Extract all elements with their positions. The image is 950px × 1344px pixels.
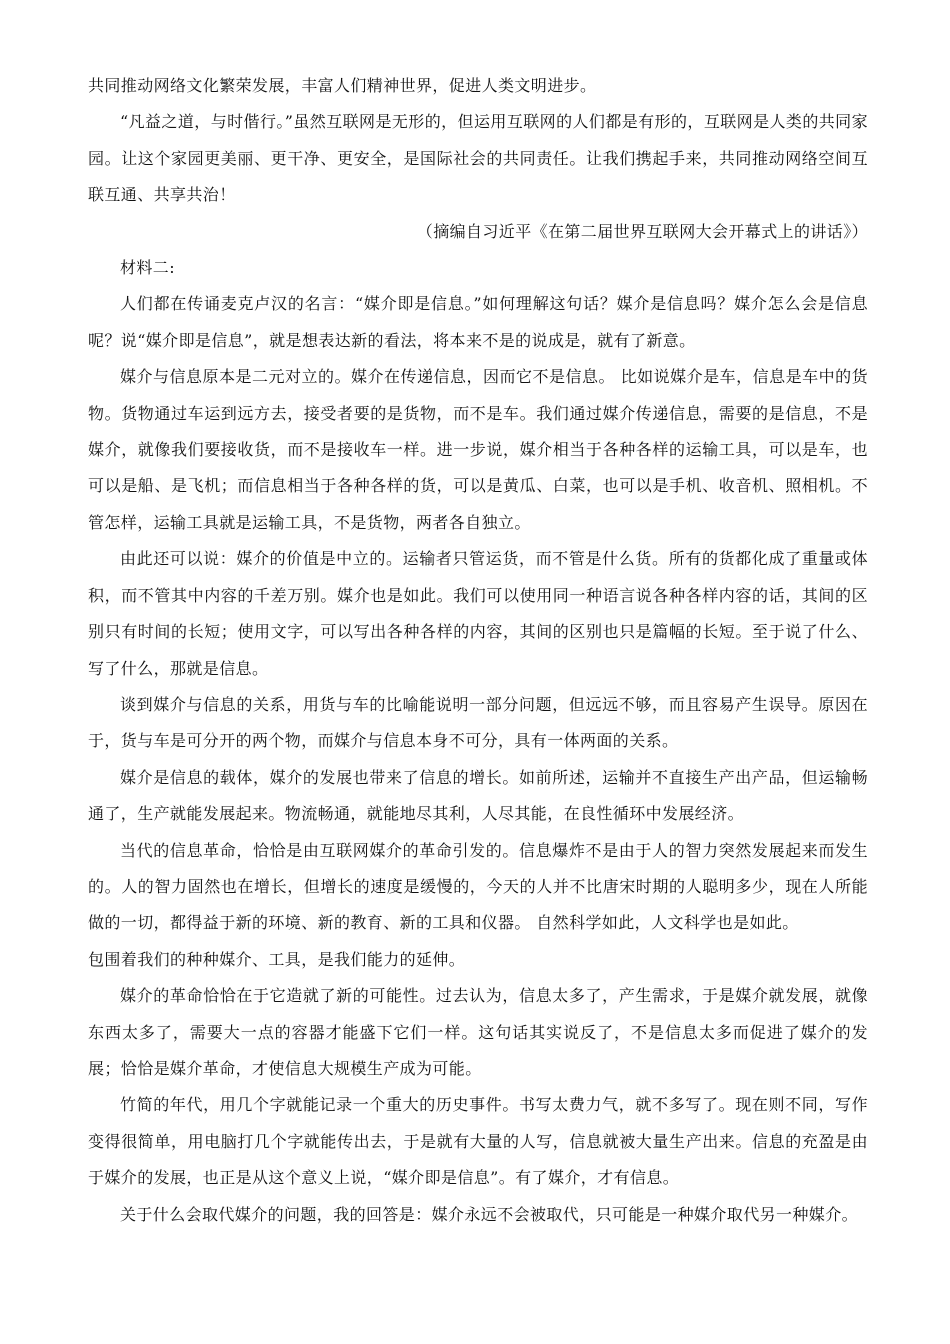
paragraph: 关于什么会取代媒介的问题，我的回答是：媒介永远不会被取代，只可能是一种媒介取代另一种媒介。 [120, 1204, 859, 1224]
document-body [88, 68, 868, 1233]
source-citation: （摘编自习近平《在第二届世界互联网大会开幕式上的讲话》） [416, 221, 868, 241]
paragraph: 谈到媒介与信息的关系，用货与车的比喻能说明一部分问题，但远远不够，而且容易产生误导。原因在于，货与车是可分开的两个物，而媒介与信息本身不可分，具有一体两面的关系。 [88, 694, 868, 751]
paragraph: 人们都在传诵麦克卢汉的名言：“媒介即是信息。”如何理解这句话？媒介是信息吗？媒介怎么会是信息呢？说“媒介即是信息”，就是想表达新的看法，将本来不是的说成是，就有了新意。 [88, 294, 868, 350]
paragraph: 媒介是信息的载体，媒介的发展也带来了信息的增长。如前所述，运输并不直接生产出产品，但运输畅通了，生产就能发展起来。物流畅通，就能地尽其利，人尽其能，在良性循环中发展经济。 [88, 767, 868, 824]
paragraph: 包围着我们的种种媒介、工具，是我们能力的延伸。 [88, 949, 466, 969]
paragraph: 媒介与信息原本是二元对立的。媒介在传递信息，因而它不是信息。 比如说媒介是车，信息是车中的货物。货物通过车运到远方去，接受者要的是货物，而不是车。我们通过媒介传递信息，需要的是信息，不是媒介，就像我们要接收货，而不是接收车一样。进一步说，媒介相当于各种各样的运输工具，可以是车，也可以是船、是飞机；而信息相当于各种各样的货，可以是黄瓜、白菜，也可以是手机、收音机、照相机。不管怎样，运输工具就是运输工具，不是货物，两者各自独立。 [88, 367, 868, 532]
paragraph: 媒介的革命恰恰在于它造就了新的可能性。过去认为，信息太多了，产生需求，于是媒介就发展，就像东西太多了，需要大一点的容器才能盛下它们一样。这句话其实说反了，不是信息太多而促进了媒介的发展；恰恰是媒介革命，才使信息大规模生产成为可能。 [88, 986, 868, 1078]
paragraph: 共同推动网络文化繁荣发展，丰富人们精神世界，促进人类文明进步。 [88, 76, 597, 95]
section-heading: 材料二: [120, 258, 175, 278]
paragraph: “凡益之道，与时偕行。”虽然互联网是无形的，但运用互联网的人们都是有形的，互联网是人类的共同家园。让这个家园更美丽、更干净、更安全，是国际社会的共同责任。让我们携起手来，共同推动网络空间互联互通、共享共治！ [88, 112, 868, 205]
paragraph: 由此还可以说：媒介的价值是中立的。运输者只管运货，而不管是什么货。所有的货都化成了重量或体积，而不管其中内容的千差万别。媒介也是如此。我们可以使用同一种语言说各种各样内容的话，其间的区别只有时间的长短；使用文字，可以写出各种各样的内容，其间的区别也只是篇幅的长短。至于说了什么、写了什么，那就是信息。 [88, 549, 868, 678]
paragraph: 当代的信息革命，恰恰是由互联网媒介的革命引发的。信息爆炸不是由于人的智力突然发展起来而发生的。人的智力固然也在增长，但增长的速度是缓慢的，今天的人并不比唐宋时期的人聪明多少，现在人所能做的一切，都得益于新的环境、新的教育、新的工具和仪器。 自然科学如此，人文科学也是如此。 [88, 840, 868, 933]
paragraph: 竹简的年代，用几个字就能记录一个重大的历史事件。书写太费力气，就不多写了。现在则不同，写作变得很简单，用电脑打几个字就能传出去，于是就有大量的人写，信息就被大量生产出来。信息的充盈是由于媒介的发展，也正是从这个意义上说，“媒介即是信息”。有了媒介，才有信息。 [88, 1095, 868, 1188]
